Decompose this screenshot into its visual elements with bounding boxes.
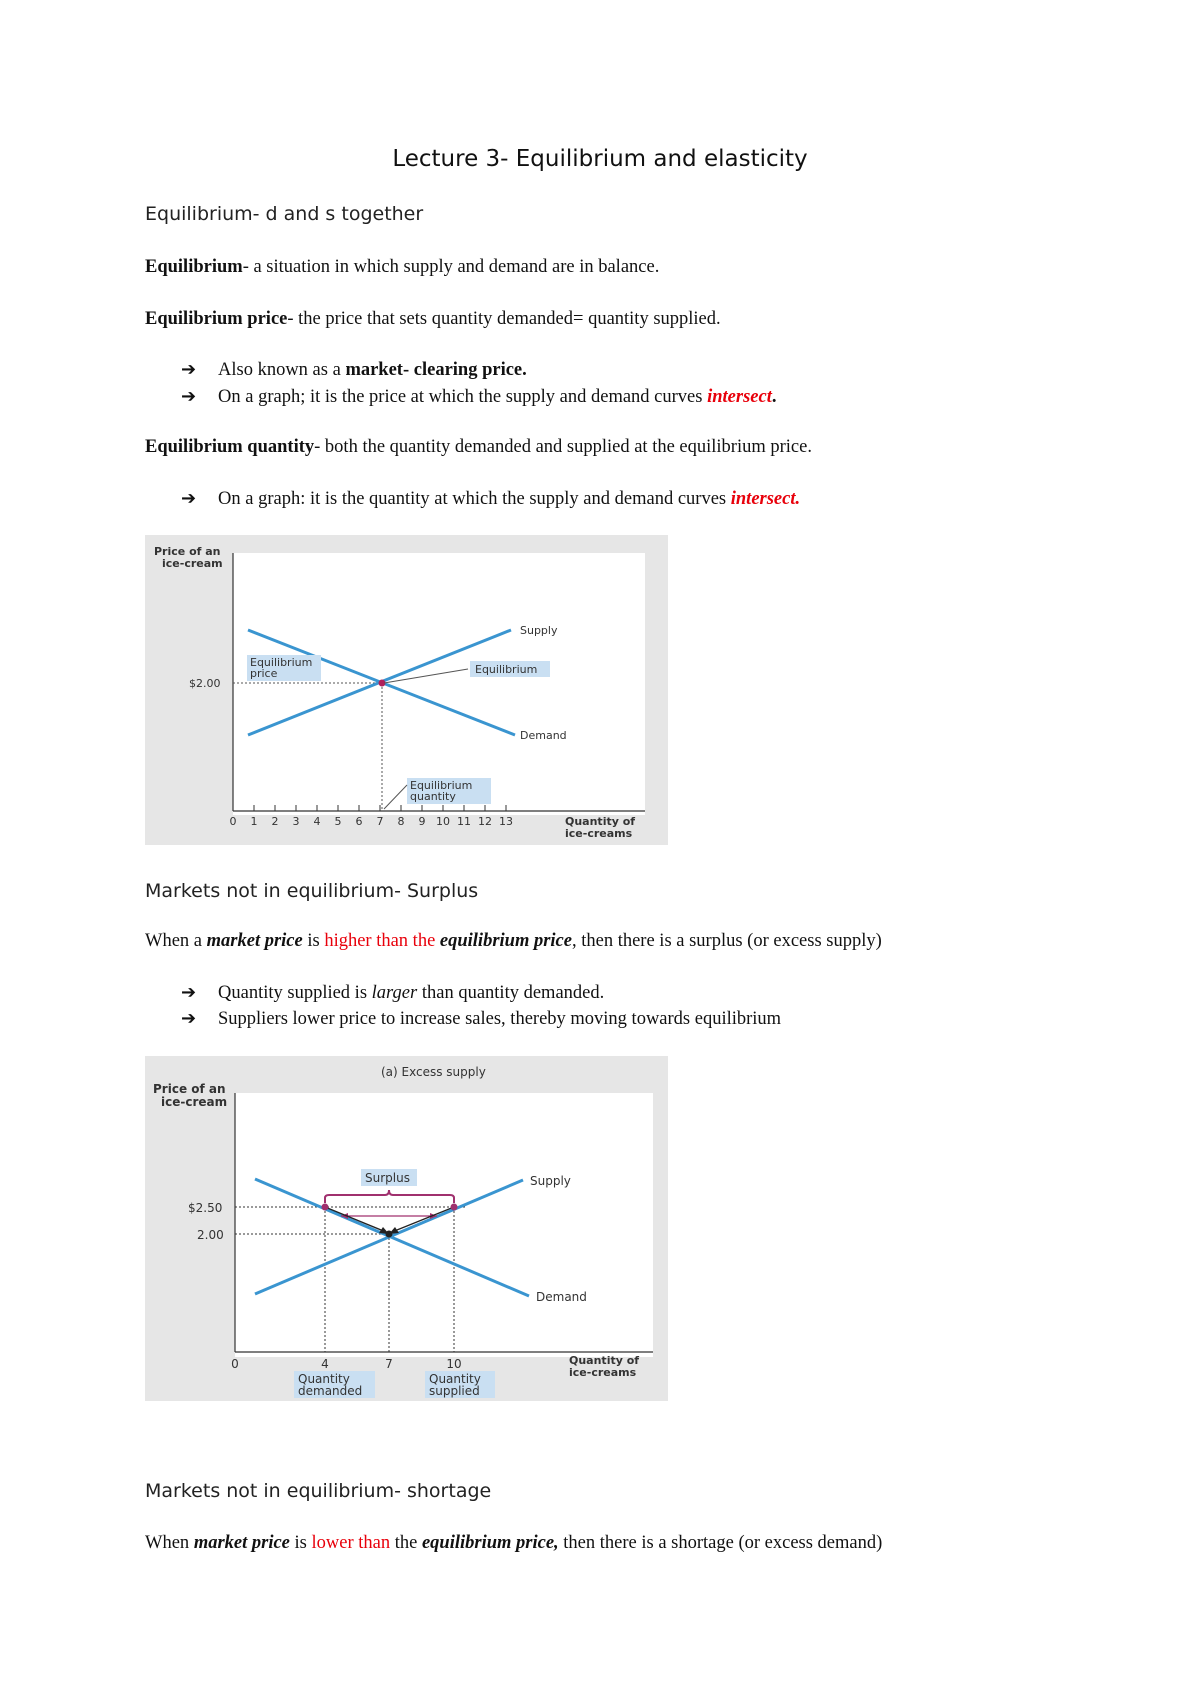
supply-label: Supply xyxy=(530,1174,571,1188)
x-tick-label: 6 xyxy=(355,815,363,828)
x-axis-title: ice-creams xyxy=(565,827,633,840)
x-tick-label: 7 xyxy=(385,1357,393,1371)
x-axis-title: ice-creams xyxy=(569,1366,637,1379)
x-tick-label: 13 xyxy=(499,815,513,828)
demand-label: Demand xyxy=(536,1290,587,1304)
arrow-bullet-icon: ➔ xyxy=(181,359,197,380)
definition-equilibrium xyxy=(145,256,659,278)
highlight-text: intersect. xyxy=(730,489,801,509)
y-axis-title: ice-cream xyxy=(161,1095,228,1109)
x-tick-label: 0 xyxy=(229,815,237,828)
definition-equilibrium-price xyxy=(145,308,721,330)
supply-label: Supply xyxy=(520,624,558,637)
demand-label: Demand xyxy=(520,729,567,742)
excess-supply-chart xyxy=(145,1056,668,1401)
bullet-text: Suppliers lower price to increase sales, thereby moving towards equilibrium xyxy=(218,1009,782,1029)
section-heading-equilibrium: Equilibrium- d and s together xyxy=(145,203,424,225)
shortage-paragraph: When market price is lower than the equilibrium price, then there is a shortage (or excess demand) xyxy=(145,1533,883,1553)
arrow-bullet-icon: ➔ xyxy=(181,386,197,407)
panel-title: (a) Excess supply xyxy=(381,1065,486,1079)
equilibrium-quantity-label: quantity xyxy=(410,790,456,803)
section-heading-surplus: Markets not in equilibrium- Surplus xyxy=(145,880,479,902)
equilibrium-chart xyxy=(145,535,668,845)
bullet-text: . xyxy=(771,387,777,407)
equilibrium-price-label: Equilibrium xyxy=(250,656,313,669)
price-eq-label: 2.00 xyxy=(197,1228,224,1242)
bullet-text: Also known as a xyxy=(218,360,346,380)
y-axis-title: Price of an xyxy=(154,545,221,558)
x-tick-label: 4 xyxy=(321,1357,329,1371)
page-title: Lecture 3- Equilibrium and elasticity xyxy=(392,146,808,172)
equilibrium-chart-figure xyxy=(145,535,668,845)
arrow-bullet-icon: ➔ xyxy=(181,488,197,509)
bullet-item xyxy=(181,1008,781,1030)
bullet-text: On a graph; it is the price at which the supply and demand curves xyxy=(218,387,708,407)
term-market-price: market price xyxy=(193,1533,290,1553)
equilibrium-label: Equilibrium xyxy=(475,663,538,676)
x-tick-label: 7 xyxy=(376,815,384,828)
x-tick-label: 1 xyxy=(250,815,258,828)
x-tick-label: 2 xyxy=(271,815,279,828)
x-tick-label: 11 xyxy=(457,815,471,828)
quantity-supplied-label: supplied xyxy=(429,1384,480,1398)
x-axis-title: Quantity of xyxy=(565,815,636,828)
bullet-item xyxy=(181,386,776,408)
x-tick-label: 8 xyxy=(397,815,405,828)
bullet-bold-text: market- clearing price. xyxy=(345,360,527,380)
x-tick-label: 0 xyxy=(231,1357,239,1371)
x-tick-label: 4 xyxy=(313,815,321,828)
bullet-text: On a graph: it is the quantity at which the supply and demand curves xyxy=(218,489,731,509)
highlight-text: higher than the xyxy=(324,931,440,951)
equilibrium-point xyxy=(386,1231,393,1238)
x-axis-title: Quantity of xyxy=(569,1354,640,1367)
excess-supply-chart-figure xyxy=(145,1056,668,1401)
bullet-item: ➔ Quantity supplied is larger than quantity demanded. xyxy=(181,982,605,1003)
definition-text: - the price that sets quantity demanded= quantity supplied. xyxy=(287,309,721,329)
quantity-supplied-label: Quantity xyxy=(429,1372,481,1386)
x-tick-label: 10 xyxy=(436,815,450,828)
equilibrium-quantity-label: Equilibrium xyxy=(410,779,473,792)
bullet-item xyxy=(181,359,527,381)
term-equilibrium-quantity: Equilibrium quantity xyxy=(145,437,315,457)
arrow-bullet-icon: ➔ xyxy=(181,1008,197,1029)
price-high-label: $2.50 xyxy=(188,1201,223,1215)
term-equilibrium: Equilibrium xyxy=(145,257,243,277)
bullet-item xyxy=(181,488,800,510)
surplus-label: Surplus xyxy=(365,1171,410,1185)
term-market-price: market price xyxy=(206,931,303,951)
surplus-paragraph: When a market price is higher than the equilibrium price, then there is a surplus (or excess supply) xyxy=(145,931,882,951)
arrow-bullet-icon: ➔ xyxy=(181,982,197,1003)
equilibrium-price-label: price xyxy=(250,667,278,680)
x-tick-label: 10 xyxy=(446,1357,462,1371)
quantity-demanded-label: demanded xyxy=(298,1384,363,1398)
x-tick-label: 12 xyxy=(478,815,492,828)
definition-text: - a situation in which supply and demand are in balance. xyxy=(242,257,660,277)
demand-point xyxy=(322,1204,329,1211)
definition-text: - both the quantity demanded and supplied at the equilibrium price. xyxy=(314,437,812,457)
section-heading-shortage: Markets not in equilibrium- shortage xyxy=(145,1480,492,1502)
x-tick-label: 9 xyxy=(418,815,426,828)
definition-equilibrium-quantity xyxy=(145,436,812,458)
x-tick-label: 5 xyxy=(334,815,342,828)
quantity-demanded-label: Quantity xyxy=(298,1372,350,1386)
x-tick-label: 3 xyxy=(292,815,300,828)
term-equilibrium-price: equilibrium price, xyxy=(421,1533,559,1553)
y-axis-title: Price of an xyxy=(153,1082,226,1096)
highlight-text: lower than xyxy=(311,1533,391,1553)
term-equilibrium-price: equilibrium price xyxy=(439,931,572,951)
price-tick-label: $2.00 xyxy=(189,677,221,690)
highlight-text: intersect xyxy=(707,387,772,407)
supply-point xyxy=(451,1204,458,1211)
term-equilibrium-price: Equilibrium price xyxy=(145,309,288,329)
y-axis-title: ice-cream xyxy=(162,557,223,570)
